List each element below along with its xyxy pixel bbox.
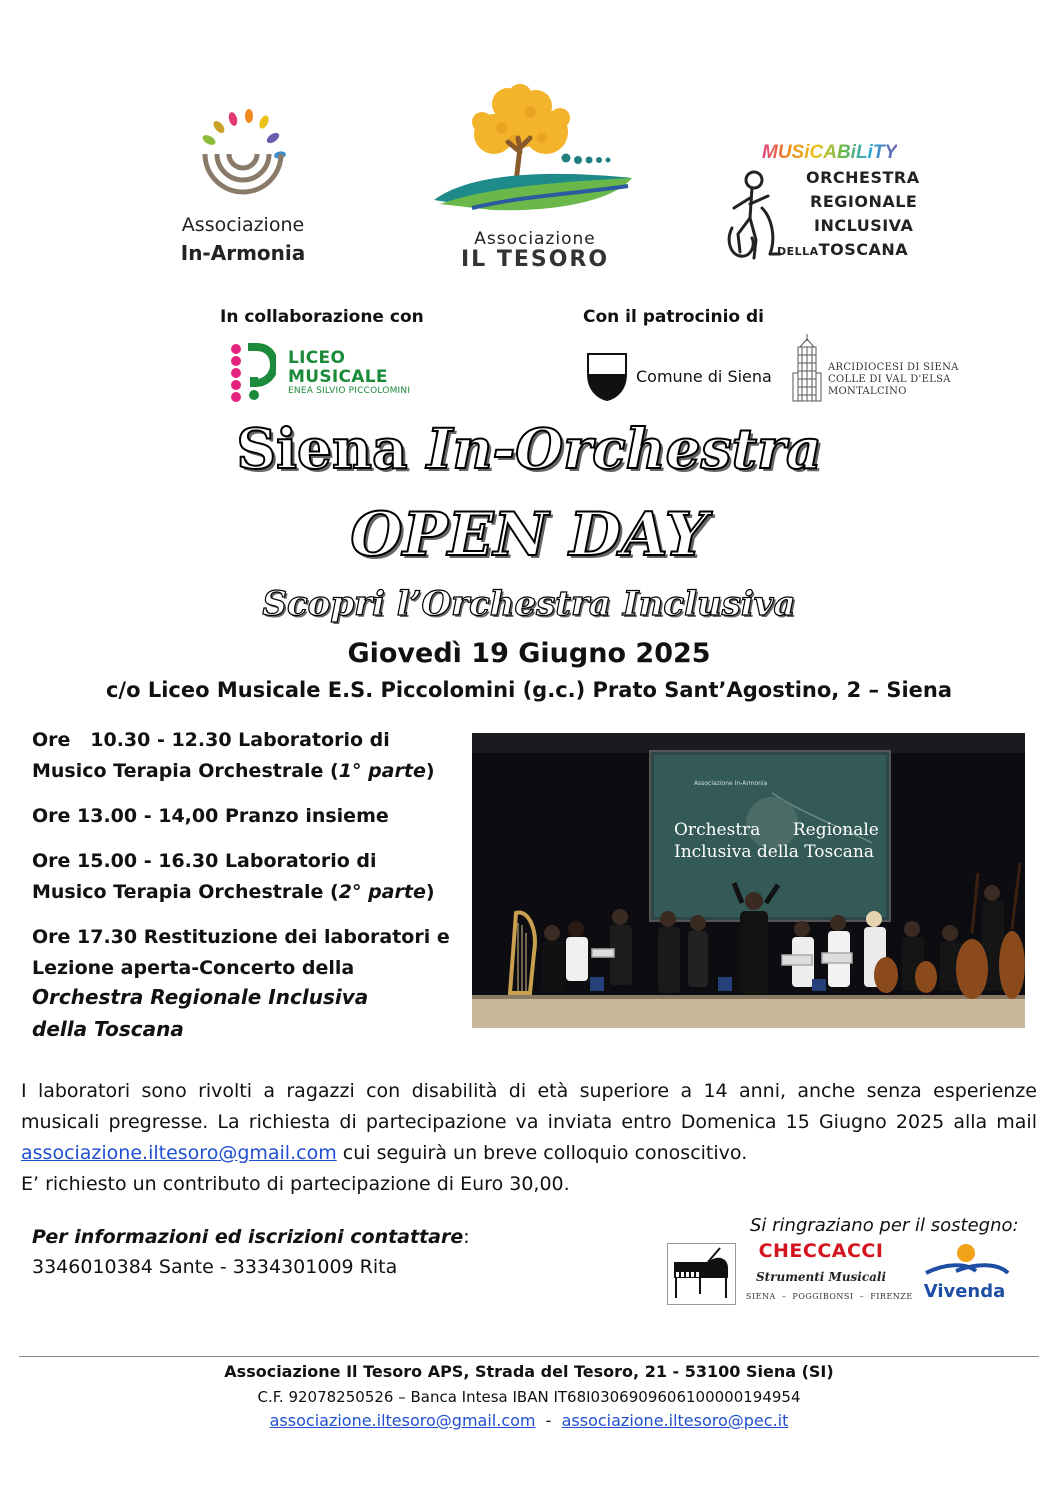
- liceo-name-line2: MUSICALE: [288, 367, 388, 387]
- event-title: [0, 416, 1058, 481]
- schedule-item-4-line4: della Toscana: [32, 1017, 184, 1041]
- in-armonia-name-line2: In-Armonia: [180, 241, 306, 265]
- il-tesoro-logo: [432, 82, 637, 232]
- contact-phones: 3346010384 Sante - 3334301009 Rita: [32, 1256, 398, 1278]
- in-armonia-logo: [195, 108, 291, 208]
- schedule-item-4: [32, 922, 450, 984]
- musicability-line1: ORCHESTRA: [806, 168, 920, 187]
- info-line1: I laboratori sono rivolti a ragazzi con disabilità di età superiore a 14 anni, anche senza esperienze: [21, 1080, 1037, 1102]
- collaboration-label: In collaborazione con: [220, 307, 424, 327]
- concert-photo: [472, 733, 1025, 1028]
- in-armonia-name-line1: Associazione: [181, 214, 305, 236]
- schedule-item-3-line1: Ore 15.00 - 16.30 Laboratorio di: [32, 850, 377, 872]
- cathedral-icon: [792, 333, 822, 403]
- comune-di-siena-label: Comune di Siena: [636, 367, 772, 386]
- musicability-line4: [777, 240, 908, 259]
- event-subtitle: Scopri l’Orchestra Inclusiva: [262, 584, 796, 624]
- footer-emails: associazione.iltesoro@gmail.com - associazione.iltesoro@pec.it: [269, 1411, 789, 1430]
- registration-email-link[interactable]: associazione.iltesoro@gmail.com: [21, 1142, 337, 1164]
- info-fee-line: E’ richiesto un contributo di partecipazione di Euro 30,00.: [21, 1173, 570, 1195]
- footer-divider: [19, 1356, 1039, 1357]
- schedule-item-4-line3: Orchestra Regionale Inclusiva: [32, 985, 369, 1009]
- musicability-line2: REGIONALE: [810, 192, 918, 211]
- vivenda-logo-name: Vivenda: [923, 1281, 1006, 1302]
- event-title-plain: Siena: [236, 416, 427, 481]
- schedule-item-4-line1: Ore 17.30 Restituzione dei laboratori e: [32, 926, 450, 948]
- arcidiocesi-line2: COLLE DI VAL D'ELSA: [828, 374, 951, 385]
- contact-heading: Per informazioni ed iscrizioni contattare:: [32, 1226, 470, 1248]
- arcidiocesi-line3: MONTALCINO: [828, 386, 907, 397]
- tree-icon: [432, 82, 637, 232]
- sponsors-thanks: Si ringraziano per il sostegno:: [750, 1215, 1019, 1236]
- screen-logo-text: Associazione In-Armonia: [694, 780, 768, 787]
- patronage-label: Con il patrocinio di: [583, 307, 765, 327]
- il-tesoro-name-line2: IL TESORO: [460, 247, 610, 272]
- footer-pec-link[interactable]: associazione.iltesoro@pec.it: [561, 1411, 789, 1430]
- info-paragraph: [21, 1076, 1037, 1200]
- checcacci-logo-name: CHECCACCI: [758, 1240, 884, 1262]
- piano-icon: [667, 1243, 736, 1305]
- liceo-name-line3: ENEA SILVIO PICCOLOMINI: [288, 386, 411, 396]
- schedule-item-3: [32, 846, 435, 908]
- footer-email-link[interactable]: associazione.iltesoro@gmail.com: [269, 1411, 536, 1430]
- schedule-item-1-line2: Musico Terapia Orchestrale (1° parte): [32, 760, 435, 782]
- musicability-line4-main: TOSCANA: [818, 240, 909, 259]
- musicability-title: [762, 142, 897, 164]
- schedule-item-3-line2: Musico Terapia Orchestrale (2° parte): [32, 881, 435, 903]
- open-day-heading: OPEN DAY: [350, 500, 708, 570]
- musicability-line4-small: DELLA: [777, 245, 819, 258]
- arcidiocesi-line1: ARCIDIOCESI DI SIENA: [828, 362, 959, 373]
- liceo-name-line1: LICEO: [288, 348, 346, 368]
- schedule-item-2: Ore 13.00 - 14,00 Pranzo insieme: [32, 805, 389, 827]
- event-title-italic: In-Orchestra: [426, 416, 822, 481]
- musicability-line3: INCLUSIVA: [814, 216, 914, 235]
- footer-fiscal-info: C.F. 92078250526 – Banca Intesa IBAN IT68I0306909606100000194954: [257, 1388, 801, 1406]
- screen-text-line2: Inclusiva della Toscana: [674, 842, 874, 862]
- event-date: Giovedì 19 Giugno 2025: [347, 638, 711, 669]
- siena-shield-icon: [586, 352, 628, 402]
- schedule-item-1-line1: Ore 10.30 - 12.30 Laboratorio di: [32, 729, 390, 751]
- il-tesoro-name-line1: Associazione: [474, 229, 596, 249]
- checcacci-logo-subtitle: Strumenti Musicali: [755, 1270, 887, 1284]
- in-armonia-emblem-icon: [195, 108, 291, 208]
- checcacci-logo-cities: SIENA – POGGIBONSI – FIRENZE: [746, 1292, 913, 1301]
- liceo-musicale-logo-icon: [230, 343, 276, 403]
- footer-address: Associazione Il Tesoro APS, Strada del Tesoro, 21 - 53100 Siena (SI): [224, 1362, 834, 1381]
- event-venue: c/o Liceo Musicale E.S. Piccolomini (g.c.) Prato Sant’Agostino, 2 – Siena: [105, 678, 953, 702]
- musicability-title-text: MUSiCABiLiTY: [762, 142, 898, 163]
- schedule-item-1: [32, 725, 435, 787]
- screen-text-line1: Orchestra Regionale: [674, 820, 879, 840]
- schedule-item-4-line2: Lezione aperta-Concerto della: [32, 957, 355, 979]
- info-line3: associazione.iltesoro@gmail.com cui seguirà un breve colloquio conoscitivo.: [21, 1142, 748, 1164]
- info-line2: musicali pregresse. La richiesta di partecipazione va inviata entro Domenica 15 Giugno 2025 alla mail: [21, 1111, 1037, 1133]
